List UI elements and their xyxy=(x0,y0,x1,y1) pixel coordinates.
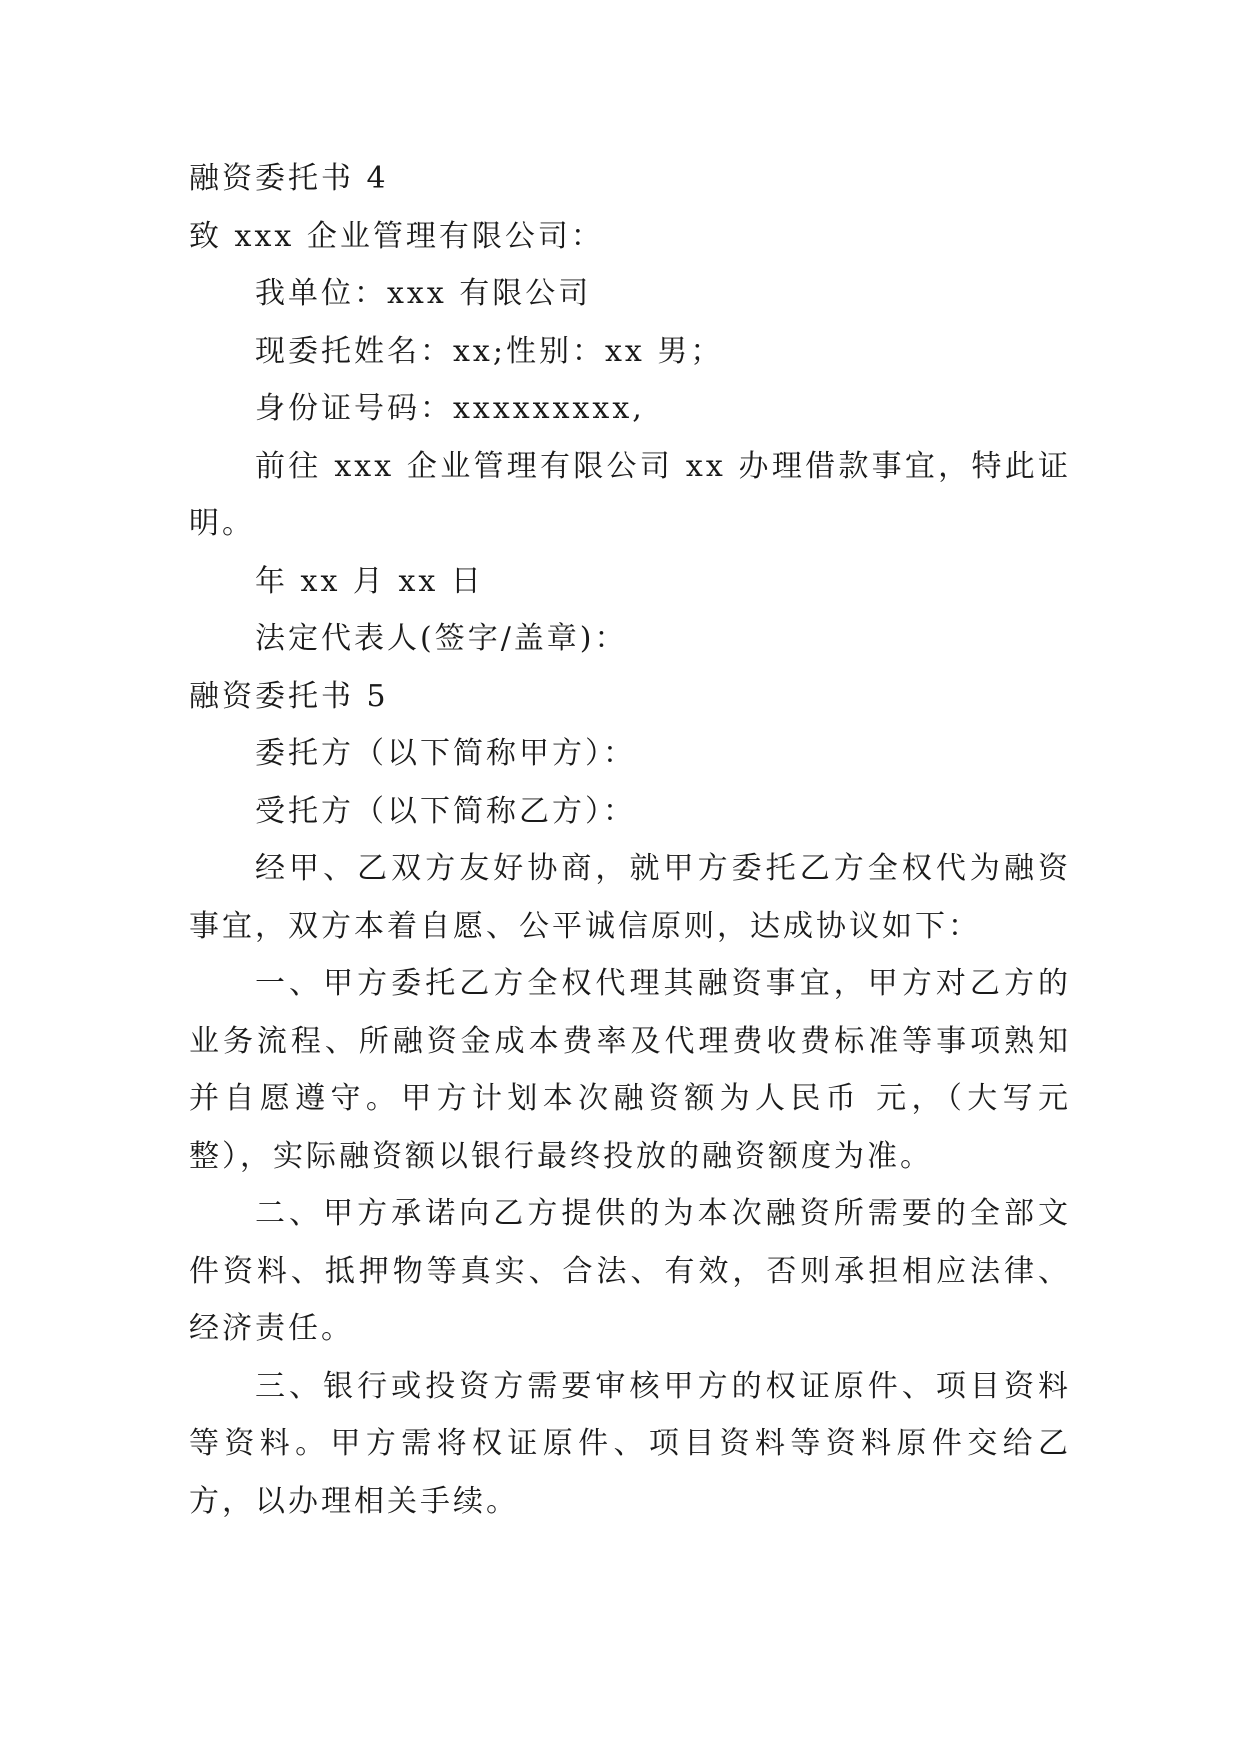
section5-title: 融资委托书 5 xyxy=(189,678,389,714)
id-number-line: 身份证号码：xxxxxxxxx, xyxy=(255,391,645,426)
intro-paragraph: 经甲、乙双方友好协商，就甲方委托乙方全权代为融资事宜，双方本着自愿、公平诚信原则，达成协议如下： xyxy=(189,851,1071,944)
principal-line: 委托方（以下简称甲方）： xyxy=(255,736,636,771)
clause-2-paragraph: 二、甲方承诺向乙方提供的为本次融资所需要的全部文件资料、抵押物等真实、合法、有效，否则承担相应法律、经济责任。 xyxy=(189,1196,1071,1346)
section4-title: 融资委托书 4 xyxy=(189,161,389,196)
delegate-line: 现委托姓名：xx;性别：xx 男； xyxy=(255,333,724,369)
signature-line: 法定代表人(签字/盖章)： xyxy=(255,621,628,656)
recipient-line: 致 xxx 企业管理有限公司： xyxy=(189,218,604,254)
unit-line: 我单位：xxx 有限公司 xyxy=(255,276,592,311)
clause-3-paragraph: 三、银行或投资方需要审核甲方的权证原件、项目资料等资料。甲方需将权证原件、项目资料等资料原件交给乙方，以办理相关手续。 xyxy=(189,1368,1071,1519)
date-line: 年 xx 月 xx 日 xyxy=(255,563,484,599)
clause-1-paragraph: 一、甲方委托乙方全权代理其融资事宜，甲方对乙方的业务流程、所融资金成本费率及代理费收费标准等事项熟知并自愿遵守。甲方计划本次融资额为人民币 元，（大写元整），实际融资额以银行最终投放的融资额度为准。 xyxy=(189,966,1071,1174)
agent-line: 受托方（以下简称乙方）： xyxy=(255,793,636,829)
purpose-paragraph: 前往 xxx 企业管理有限公司 xx 办理借款事宜，特此证明。 xyxy=(189,448,1071,541)
